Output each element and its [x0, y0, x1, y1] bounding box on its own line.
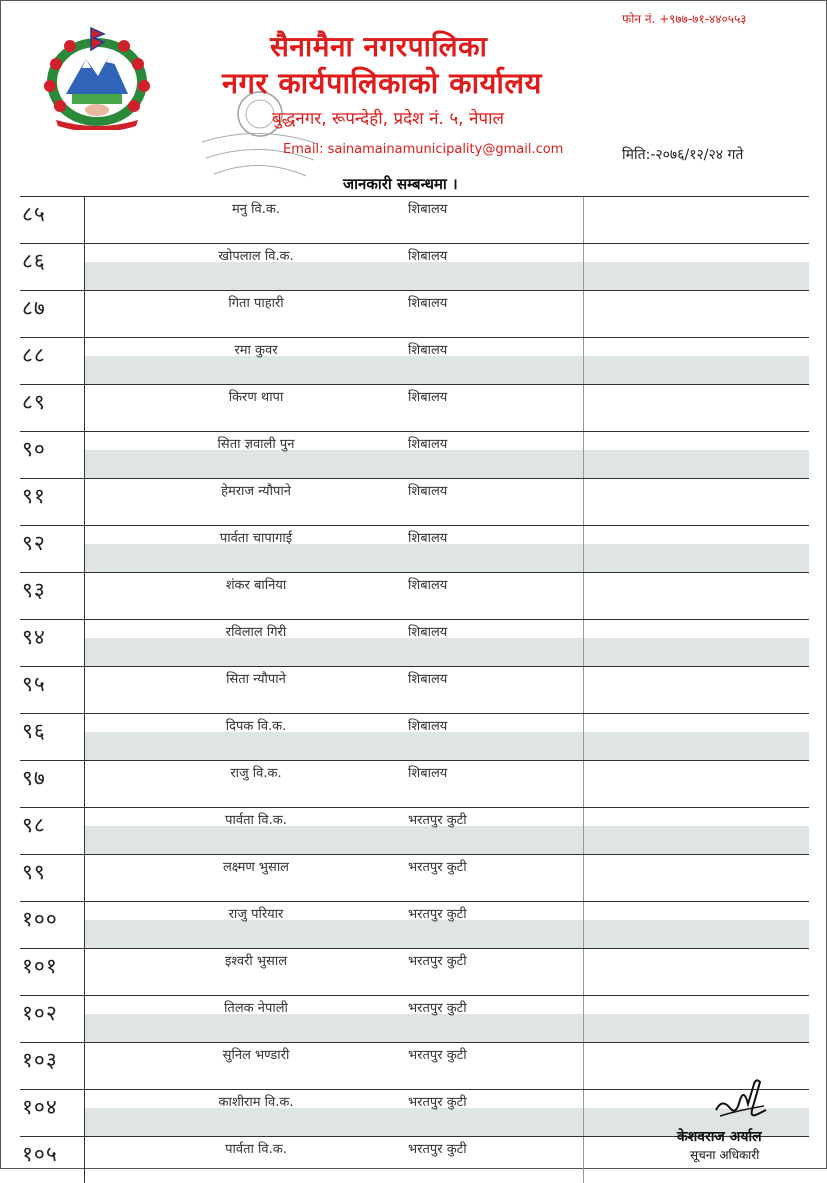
- person-name: किरण थापा: [228, 390, 284, 405]
- column-divider: [583, 949, 584, 995]
- column-divider: [84, 479, 85, 525]
- row-number: ८७: [22, 296, 46, 320]
- column-divider: [84, 526, 85, 572]
- person-address: शिबालय: [408, 531, 448, 546]
- column-divider: [84, 1090, 85, 1136]
- office-email: Email: sainamainamunicipality@gmail.com: [283, 142, 564, 157]
- table-row: [20, 1042, 809, 1089]
- table-row: [20, 572, 809, 619]
- row-number: १०४: [22, 1095, 58, 1119]
- person-name: काशीराम वि.क.: [218, 1095, 294, 1110]
- document-date: मिति:-२०७६/१२/२४ गते: [622, 147, 744, 163]
- person-address: शिबालय: [408, 578, 448, 593]
- person-name: राजु वि.क.: [230, 766, 282, 781]
- column-divider: [583, 338, 584, 384]
- row-shading: [84, 826, 809, 854]
- table-row: [20, 666, 809, 713]
- person-name: तिलक नेपाली: [224, 1001, 288, 1016]
- column-divider: [583, 479, 584, 525]
- person-name: पार्वता चापागाई: [219, 531, 293, 546]
- person-name: पार्वता वि.क.: [225, 1142, 287, 1157]
- row-shading: [84, 356, 809, 384]
- row-shading: [84, 544, 809, 572]
- column-divider: [84, 573, 85, 619]
- table-row: [20, 290, 809, 337]
- row-shading: [84, 920, 809, 948]
- person-name: राजु परियार: [228, 907, 284, 922]
- table-row: [20, 760, 809, 807]
- table-row: [20, 854, 809, 901]
- person-address: शिबालय: [408, 625, 448, 640]
- nepal-emblem-icon: [36, 24, 158, 130]
- person-address: भरतपुर कुटी: [408, 813, 467, 828]
- person-name: रमा कुवर: [234, 343, 278, 358]
- column-divider: [583, 432, 584, 478]
- column-divider: [84, 949, 85, 995]
- person-name: इश्वरी भुसाल: [224, 954, 288, 969]
- column-divider: [84, 620, 85, 666]
- office-title: नगर कार्यपालिकाको कार्यालय: [222, 66, 542, 100]
- person-address: भरतपुर कुटी: [408, 954, 467, 969]
- table-row: [20, 713, 809, 760]
- person-address: शिबालय: [408, 766, 448, 781]
- column-divider: [583, 902, 584, 948]
- municipality-title: सैनामैना नगरपालिका: [270, 30, 488, 63]
- column-divider: [583, 855, 584, 901]
- document-subject: जानकारी सम्बन्धमा ।: [343, 175, 458, 193]
- table-row: [20, 431, 809, 478]
- column-divider: [583, 714, 584, 760]
- column-divider: [84, 197, 85, 243]
- person-address: शिबालय: [408, 672, 448, 687]
- column-divider: [84, 291, 85, 337]
- column-divider: [583, 197, 584, 243]
- table-row: [20, 807, 809, 854]
- column-divider: [84, 996, 85, 1042]
- table-row: [20, 478, 809, 525]
- row-shading: [84, 450, 809, 478]
- column-divider: [84, 761, 85, 807]
- signatory-name: केशवराज अर्याल: [677, 1129, 762, 1145]
- row-number: ८८: [22, 343, 46, 367]
- row-number: १०५: [22, 1142, 58, 1166]
- column-divider: [84, 244, 85, 290]
- person-address: भरतपुर कुटी: [408, 907, 467, 922]
- signatory-role: सूचना अधिकारी: [690, 1148, 760, 1162]
- column-divider: [583, 1090, 584, 1136]
- row-number: ९३: [22, 578, 46, 602]
- row-shading: [84, 1014, 809, 1042]
- row-number: ८५: [22, 202, 46, 226]
- person-address: शिबालय: [408, 249, 448, 264]
- person-name: लक्ष्मण भुसाल: [222, 860, 289, 875]
- table-row: [20, 525, 809, 572]
- row-number: ९४: [22, 625, 46, 649]
- person-address: भरतपुर कुटी: [408, 860, 467, 875]
- column-divider: [583, 808, 584, 854]
- table-row: [20, 384, 809, 431]
- person-name: दिपक वि.क.: [225, 719, 287, 734]
- person-address: भरतपुर कुटी: [408, 1095, 467, 1110]
- row-number: ९६: [22, 719, 46, 743]
- table-row: [20, 196, 809, 243]
- row-shading: [84, 732, 809, 760]
- person-address: शिबालय: [408, 719, 448, 734]
- row-number: ९०: [22, 437, 46, 461]
- column-divider: [84, 1137, 85, 1183]
- table-row: [20, 619, 809, 666]
- person-name: पार्वता वि.क.: [225, 813, 287, 828]
- person-address: भरतपुर कुटी: [408, 1001, 467, 1016]
- row-number: १०२: [22, 1001, 58, 1025]
- row-number: ९१: [22, 484, 46, 508]
- handwritten-signature-icon: [710, 1070, 770, 1126]
- column-divider: [583, 385, 584, 431]
- row-number: ९५: [22, 672, 46, 696]
- column-divider: [84, 855, 85, 901]
- column-divider: [84, 902, 85, 948]
- row-number: ९८: [22, 813, 46, 837]
- person-name: रविलाल गिरी: [225, 625, 287, 640]
- table-row: [20, 901, 809, 948]
- column-divider: [84, 1043, 85, 1089]
- office-address: बुद्धनगर, रूपन्देही, प्रदेश नं. ५, नेपाल: [272, 109, 505, 129]
- table-row: [20, 948, 809, 995]
- row-number: ९७: [22, 766, 46, 790]
- row-shading: [84, 638, 809, 666]
- column-divider: [84, 667, 85, 713]
- row-number: १०१: [22, 954, 58, 978]
- column-divider: [583, 620, 584, 666]
- column-divider: [84, 338, 85, 384]
- column-divider: [583, 667, 584, 713]
- table-row: [20, 995, 809, 1042]
- person-address: शिबालय: [408, 437, 448, 452]
- person-name: सिता न्यौपाने: [226, 672, 286, 687]
- person-name: गिता पाहारी: [228, 296, 284, 311]
- row-number: १००: [22, 907, 58, 931]
- row-number: १०३: [22, 1048, 58, 1072]
- person-name: मनु वि.क.: [232, 202, 280, 217]
- row-number: ९९: [22, 860, 46, 884]
- person-name: सिता ज्ञवाली पुन: [217, 437, 295, 452]
- column-divider: [583, 291, 584, 337]
- person-name: शंकर बानिया: [225, 578, 287, 593]
- person-name: हेमराज न्यौपाने: [221, 484, 291, 499]
- row-shading: [84, 262, 809, 290]
- person-address: भरतपुर कुटी: [408, 1048, 467, 1063]
- column-divider: [84, 432, 85, 478]
- person-address: शिबालय: [408, 484, 448, 499]
- column-divider: [583, 1137, 584, 1183]
- table-row: [20, 243, 809, 290]
- column-divider: [583, 526, 584, 572]
- person-name: सुनिल भण्डारी: [222, 1048, 290, 1063]
- table-row: [20, 337, 809, 384]
- person-name: खोपलाल वि.क.: [218, 249, 294, 264]
- column-divider: [84, 808, 85, 854]
- column-divider: [583, 1043, 584, 1089]
- column-divider: [583, 996, 584, 1042]
- person-address: शिबालय: [408, 390, 448, 405]
- column-divider: [583, 573, 584, 619]
- column-divider: [84, 714, 85, 760]
- column-divider: [84, 385, 85, 431]
- person-address: शिबालय: [408, 343, 448, 358]
- row-number: ८६: [22, 249, 46, 273]
- phone-number: फोन नं. +९७७-७१-४४०५५३: [622, 12, 747, 26]
- row-number: ८९: [22, 390, 46, 414]
- beneficiary-table: [20, 196, 809, 1183]
- column-divider: [583, 761, 584, 807]
- person-address: शिबालय: [408, 296, 448, 311]
- row-number: ९२: [22, 531, 46, 555]
- person-address: भरतपुर कुटी: [408, 1142, 467, 1157]
- column-divider: [583, 244, 584, 290]
- person-address: शिबालय: [408, 202, 448, 217]
